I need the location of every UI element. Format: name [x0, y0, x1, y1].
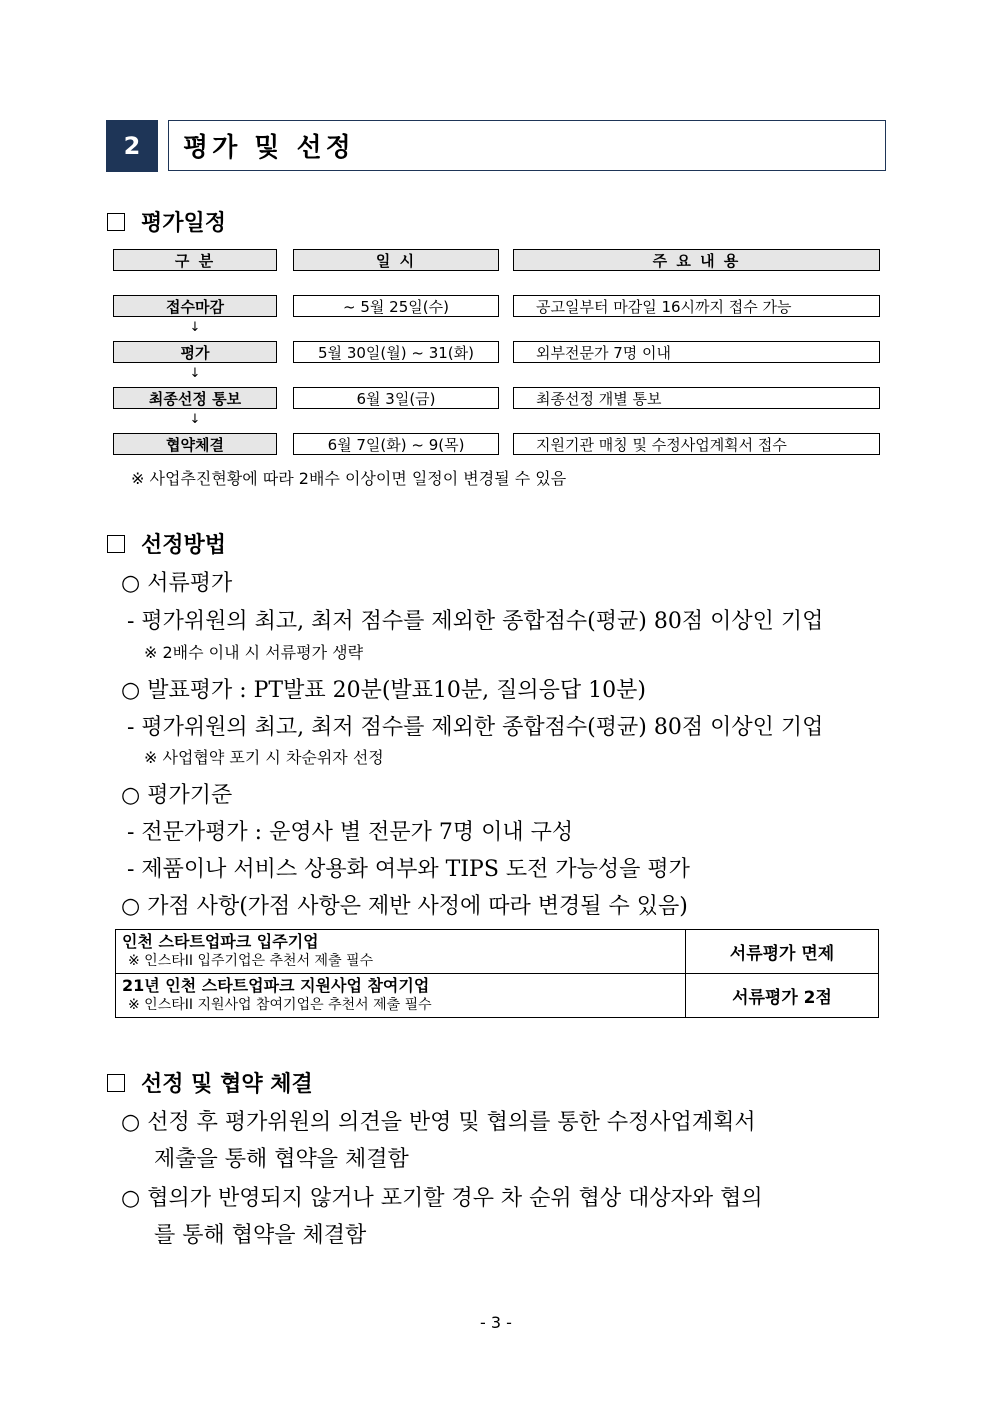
col-header-category: 구 분 — [113, 249, 277, 271]
table-row — [116, 930, 879, 974]
criteria-expert: - 전문가평가 : 운영사 별 전문가 7명 이내 구성 — [127, 820, 574, 845]
pres-eval-note: ※ 사업협약 포기 시 차순위자 선정 — [144, 748, 384, 767]
down-arrow-icon: ↓ — [189, 366, 201, 381]
schedule-row-date: 5월 30일(월) ~ 31(화) — [293, 341, 499, 363]
contract-heading — [107, 1067, 313, 1098]
schedule-row-content: 외부전문가 7명 이내 — [513, 341, 880, 363]
doc-eval-note: ※ 2배수 이내 시 서류평가 생략 — [144, 643, 364, 662]
bonus-table — [115, 929, 879, 1018]
bonus-main: 21년 인천 스타트업파크 지원사업 참여기업 — [122, 976, 430, 995]
contract-item-1-cont: 제출을 통해 협약을 체결함 — [154, 1147, 409, 1172]
checkbox-square-icon — [107, 535, 125, 553]
bonus-value: 서류평가 면제 — [686, 930, 879, 974]
schedule-row-date: 6월 7일(화) ~ 9(목) — [293, 433, 499, 455]
schedule-row-content: 지원기관 매칭 및 수정사업계획서 접수 — [513, 433, 880, 455]
schedule-row-date: ~ 5월 25일(수) — [293, 295, 499, 317]
doc-eval-item: ○ 서류평가 — [121, 571, 233, 596]
schedule-row-label: 접수마감 — [113, 295, 277, 317]
contract-heading-text: 선정 및 협약 체결 — [141, 1071, 313, 1097]
doc-eval-desc: - 평가위원의 최고, 최저 점수를 제외한 종합점수(평균) 80점 이상인 기업 — [127, 609, 824, 634]
bonus-sub: ※ 인스타II 지원사업 참여기업은 추천서 제출 필수 — [128, 997, 432, 1013]
down-arrow-icon: ↓ — [189, 412, 201, 427]
col-header-date: 일 시 — [293, 249, 499, 271]
section-number: 2 — [106, 120, 158, 172]
table-row — [116, 974, 879, 1018]
page-number: - 3 - — [480, 1313, 512, 1332]
down-arrow-icon: ↓ — [189, 320, 201, 335]
schedule-row-label: 최종선정 통보 — [113, 387, 277, 409]
method-heading-text: 선정방법 — [141, 532, 227, 558]
contract-item-1: ○ 선정 후 평가위원의 의견을 반영 및 협의를 통한 수정사업계획서 — [121, 1110, 756, 1135]
schedule-row-content: 공고일부터 마감일 16시까지 접수 가능 — [513, 295, 880, 317]
criteria-item: ○ 평가기준 — [121, 783, 233, 808]
schedule-row-label: 평가 — [113, 341, 277, 363]
pres-eval-item: ○ 발표평가 : PT발표 20분(발표10분, 질의응답 10분) — [121, 678, 646, 703]
bonus-cell-desc — [116, 930, 686, 974]
schedule-heading — [107, 206, 226, 237]
contract-item-2-cont: 를 통해 협약을 체결함 — [154, 1223, 367, 1248]
contract-item-2: ○ 협의가 반영되지 않거나 포기할 경우 차 순위 협상 대상자와 협의 — [121, 1186, 763, 1211]
criteria-tips: - 제품이나 서비스 상용화 여부와 TIPS 도전 가능성을 평가 — [127, 857, 690, 882]
schedule-row-date: 6월 3일(금) — [293, 387, 499, 409]
pres-eval-desc: - 평가위원의 최고, 최저 점수를 제외한 종합점수(평균) 80점 이상인 기업 — [127, 715, 824, 740]
bonus-sub: ※ 인스타II 입주기업은 추천서 제출 필수 — [128, 953, 374, 969]
checkbox-square-icon — [107, 213, 125, 231]
schedule-note: ※ 사업추진현황에 따라 2배수 이상이면 일정이 변경될 수 있음 — [131, 469, 567, 488]
bonus-cell-desc — [116, 974, 686, 1018]
checkbox-square-icon — [107, 1074, 125, 1092]
bonus-item: ○ 가점 사항(가점 사항은 제반 사정에 따라 변경될 수 있음) — [121, 894, 688, 919]
method-heading — [107, 528, 226, 559]
col-header-content: 주 요 내 용 — [513, 249, 880, 271]
schedule-row-label: 협약체결 — [113, 433, 277, 455]
bonus-value: 서류평가 2점 — [686, 974, 879, 1018]
section-title: 평가 및 선정 — [168, 120, 886, 171]
schedule-heading-text: 평가일정 — [141, 210, 227, 236]
bonus-main: 인천 스타트업파크 입주기업 — [122, 932, 319, 951]
schedule-row-content: 최종선정 개별 통보 — [513, 387, 880, 409]
